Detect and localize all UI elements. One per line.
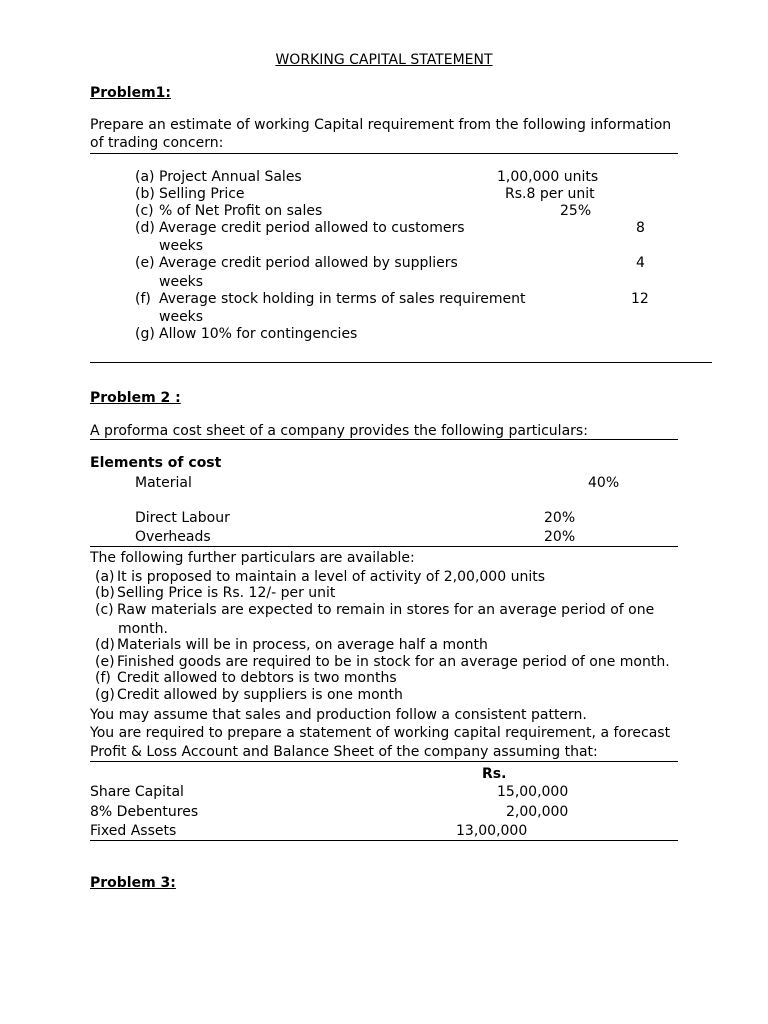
problem1-item-value: 25% [560, 203, 592, 219]
problem1-item: (g) Allow 10% for contingencies [135, 326, 358, 342]
required-line2: Profit & Loss Account and Balance Sheet of the company assuming that: [90, 744, 598, 760]
element-name: Material [135, 475, 192, 491]
problem1-item-value: 8 [636, 220, 645, 236]
element-name: Overheads [135, 529, 211, 545]
balance-value: 15,00,000 [497, 784, 569, 800]
further-item: (d) Materials will be in process, on average half a month [95, 637, 488, 653]
further-item: (f) Credit allowed to debtors is two months [95, 670, 397, 686]
elements-heading: Elements of cost [90, 455, 222, 471]
divider [90, 761, 678, 762]
element-name: Direct Labour [135, 510, 230, 526]
further-item-cont: month. [118, 621, 168, 637]
further-intro: The following further particulars are available: [90, 550, 415, 566]
assume-text: You may assume that sales and production follow a consistent pattern. [90, 707, 587, 723]
further-item: (e) Finished goods are required to be in stock for an average period of one month. [95, 654, 670, 670]
divider [90, 153, 678, 154]
problem1-heading: Problem1: [90, 85, 172, 101]
balance-value: 13,00,000 [456, 823, 528, 839]
further-item: (g) Credit allowed by suppliers is one month [95, 687, 403, 703]
problem1-item-cont: weeks [159, 238, 204, 254]
problem1-item-value: 1,00,000 units [497, 169, 599, 185]
divider [90, 439, 678, 440]
problem2-intro: A proforma cost sheet of a company provides the following particulars: [90, 423, 588, 439]
problem1-item: (e) Average credit period allowed by suppliers [135, 255, 458, 271]
section-divider [90, 362, 712, 363]
element-value: 20% [544, 510, 576, 526]
problem1-intro-line2: of trading concern: [90, 135, 224, 151]
further-item: (c) Raw materials are expected to remain in stores for an average period of one [95, 602, 655, 618]
problem1-intro-line1: Prepare an estimate of working Capital requirement from the following information [90, 117, 672, 133]
problem1-item-value: 12 [631, 291, 649, 307]
problem1-item-value: 4 [636, 255, 645, 271]
balance-name: Fixed Assets [90, 823, 177, 839]
balance-name: 8% Debentures [90, 804, 199, 820]
problem2-heading: Problem 2 : [90, 390, 181, 406]
problem1-item-cont: weeks [159, 309, 204, 325]
problem1-item: (c) % of Net Profit on sales [135, 203, 323, 219]
further-item: (b) Selling Price is Rs. 12/- per unit [95, 585, 336, 601]
divider [90, 546, 678, 547]
balance-value: 2,00,000 [506, 804, 569, 820]
problem1-item: (b) Selling Price [135, 186, 245, 202]
page-title: WORKING CAPITAL STATEMENT [275, 52, 493, 68]
problem3-heading: Problem 3: [90, 875, 176, 891]
problem1-item: (d) Average credit period allowed to customers [135, 220, 465, 236]
divider [90, 840, 678, 841]
balance-name: Share Capital [90, 784, 184, 800]
element-value: 20% [544, 529, 576, 545]
element-value: 40% [588, 475, 620, 491]
further-item: (a) It is proposed to maintain a level of activity of 2,00,000 units [95, 569, 545, 585]
rs-column-header: Rs. [482, 766, 507, 782]
problem1-item-value: Rs.8 per unit [505, 186, 595, 202]
problem1-item: (f) Average stock holding in terms of sales requirement [135, 291, 526, 307]
problem1-item-cont: weeks [159, 274, 204, 290]
required-line1: You are required to prepare a statement of working capital requirement, a forecast [90, 725, 671, 741]
problem1-item: (a) Project Annual Sales [135, 169, 302, 185]
